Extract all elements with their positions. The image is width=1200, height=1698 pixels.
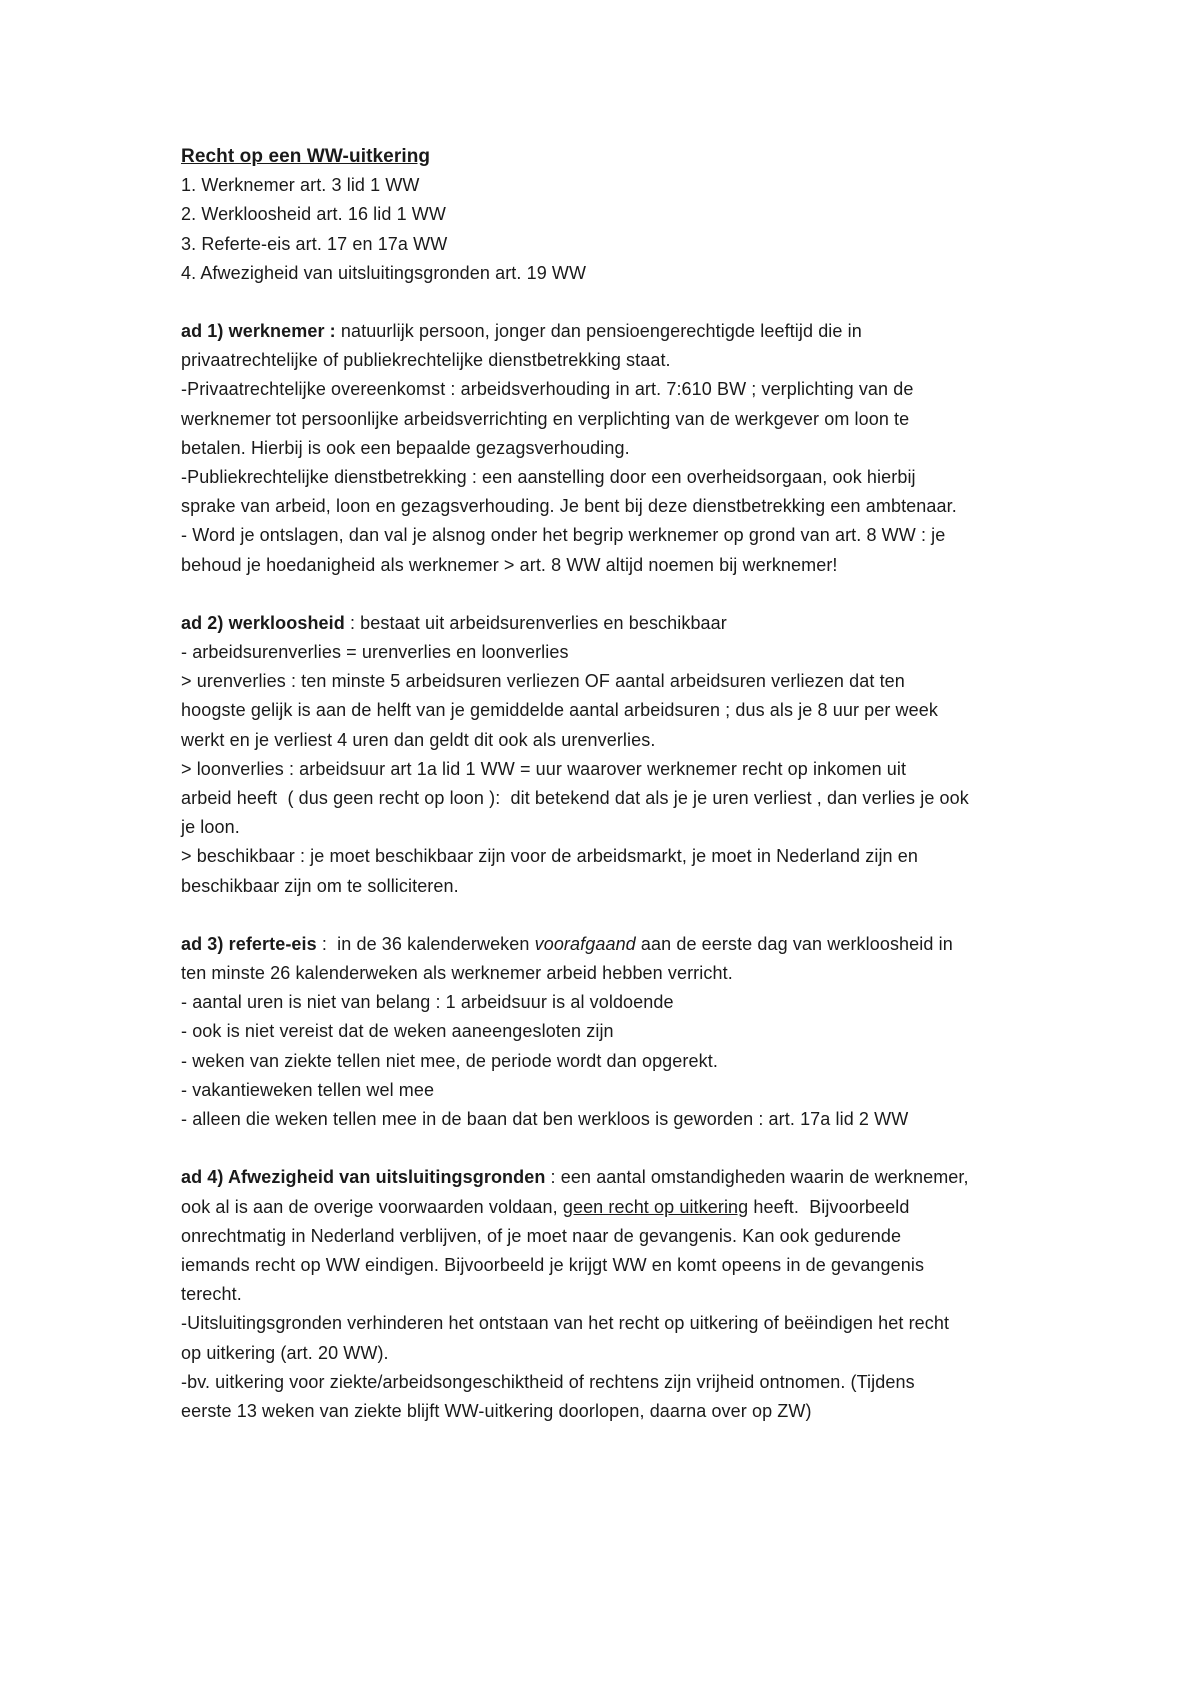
text: heeft. Bijvoorbeeld: [748, 1196, 910, 1217]
section-ad4-line: -bv. uitkering voor ziekte/arbeidsongeschiktheid of rechtens zijn vrijheid ontnomen. (Tijdens: [181, 1371, 915, 1392]
spacer: [181, 580, 1081, 609]
section-ad3-line: - weken van ziekte tellen niet mee, de periode wordt dan opgerekt.: [181, 1050, 718, 1071]
spacer: [181, 288, 1081, 317]
section-ad1-line: -Publiekrechtelijke dienstbetrekking : een aanstelling door een overheidsorgaan, ook hierbij: [181, 467, 916, 488]
text: : in de 36 kalenderweken: [316, 933, 535, 954]
text: aan de eerste dag van werkloosheid in: [635, 933, 953, 954]
document-title: Recht op een WW-uitkering: [181, 146, 431, 167]
section-ad1-line: sprake van arbeid, loon en gezagsverhouding. Je bent bij deze dienstbetrekking een ambtenaar.: [181, 496, 957, 517]
section-ad3-line: - ook is niet vereist dat de weken aaneengesloten zijn: [181, 1021, 614, 1042]
section-ad2-line: hoogste gelijk is aan de helft van je gemiddelde aantal arbeidsuren ; dus als je 8 uur per week: [181, 700, 938, 721]
document-page: [181, 142, 1081, 1426]
underlined-text: geen recht op uitkering: [562, 1196, 749, 1217]
text: : een aantal omstandigheden waarin de werknemer,: [545, 1167, 969, 1188]
section-ad1-line: - Word je ontslagen, dan val je alsnog onder het begrip werknemer op grond van art. 8 WW : je: [181, 525, 946, 546]
section-ad1-line: [181, 317, 1081, 346]
section-ad2-line: > beschikbaar : je moet beschikbaar zijn voor de arbeidsmarkt, je moet in Nederland zijn en: [181, 846, 918, 867]
section-heading: ad 2) werkloosheid: [181, 612, 345, 633]
section-ad2-line: arbeid heeft ( dus geen recht op loon ): dit betekend dat als je je uren verliest , dan verlies je ook: [181, 788, 969, 809]
list-item: 2. Werkloosheid art. 16 lid 1 WW: [181, 204, 446, 225]
list-item: 3. Referte-eis art. 17 en 17a WW: [181, 233, 448, 254]
section-ad3-line: - alleen die weken tellen mee in de baan dat ben werkloos is geworden : art. 17a lid 2 WW: [181, 1109, 909, 1130]
section-ad1-line: -Privaatrechtelijke overeenkomst : arbeidsverhouding in art. 7:610 BW ; verplichting van de: [181, 379, 914, 400]
section-ad2-line: > loonverlies : arbeidsuur art 1a lid 1 WW = uur waarover werknemer recht op inkomen uit: [181, 758, 907, 779]
section-ad2-line: je loon.: [181, 817, 240, 838]
section-heading: ad 3) referte-eis: [181, 933, 317, 954]
text: : bestaat uit arbeidsurenverlies en beschikbaar: [344, 612, 727, 633]
section-ad3-line: - vakantieweken tellen wel mee: [181, 1079, 435, 1100]
emphasis-text: voorafgaand: [534, 933, 636, 954]
section-ad2-line: - arbeidsurenverlies = urenverlies en loonverlies: [181, 642, 569, 663]
section-ad4-line: -Uitsluitingsgronden verhinderen het ontstaan van het recht op uitkering of beëindigen het recht: [181, 1313, 950, 1334]
section-ad2-line: werkt en je verliest 4 uren dan geldt dit ook als urenverlies.: [181, 729, 656, 750]
section-ad3-line: - aantal uren is niet van belang : 1 arbeidsuur is al voldoende: [181, 992, 674, 1013]
section-heading: ad 1) werknemer :: [181, 321, 336, 342]
spacer: [181, 1134, 1081, 1163]
section-ad4-line: [181, 1193, 1081, 1222]
text: natuurlijk persoon, jonger dan pensioengerechtigde leeftijd die in: [335, 321, 862, 342]
section-ad1-line: behoud je hoedanigheid als werknemer > art. 8 WW altijd noemen bij werknemer!: [181, 554, 838, 575]
section-ad4-line: eerste 13 weken van ziekte blijft WW-uitkering doorlopen, daarna over op ZW): [181, 1400, 812, 1421]
section-ad4-line: [181, 1163, 1081, 1192]
section-ad2-line: beschikbaar zijn om te solliciteren.: [181, 875, 459, 896]
section-heading: ad 4) Afwezigheid van uitsluitingsgronden: [181, 1167, 546, 1188]
section-ad4-line: iemands recht op WW eindigen. Bijvoorbeeld je krijgt WW en komt opeens in de gevangenis: [181, 1254, 925, 1275]
section-ad2-line: [181, 609, 1081, 638]
list-item: 1. Werknemer art. 3 lid 1 WW: [181, 175, 420, 196]
section-ad1-line: betalen. Hierbij is ook een bepaalde gezagsverhouding.: [181, 437, 630, 458]
section-ad2-line: > urenverlies : ten minste 5 arbeidsuren verliezen OF aantal arbeidsuren verliezen dat ten: [181, 671, 905, 692]
section-ad4-line: onrechtmatig in Nederland verblijven, of je moet naar de gevangenis. Kan ook gedurende: [181, 1225, 902, 1246]
section-ad1-line: werknemer tot persoonlijke arbeidsverrichting en verplichting van de werkgever om loon te: [181, 408, 910, 429]
section-ad3-line: [181, 930, 1081, 959]
list-item: 4. Afwezigheid van uitsluitingsgronden art. 19 WW: [181, 262, 587, 283]
section-ad3-line: ten minste 26 kalenderweken als werknemer arbeid hebben verricht.: [181, 963, 733, 984]
spacer: [181, 901, 1081, 930]
section-ad4-line: op uitkering (art. 20 WW).: [181, 1342, 389, 1363]
section-ad4-line: terecht.: [181, 1284, 242, 1305]
text: ook al is aan de overige voorwaarden voldaan,: [181, 1196, 563, 1217]
section-ad1-line: privaatrechtelijke of publiekrechtelijke dienstbetrekking staat.: [181, 350, 671, 371]
